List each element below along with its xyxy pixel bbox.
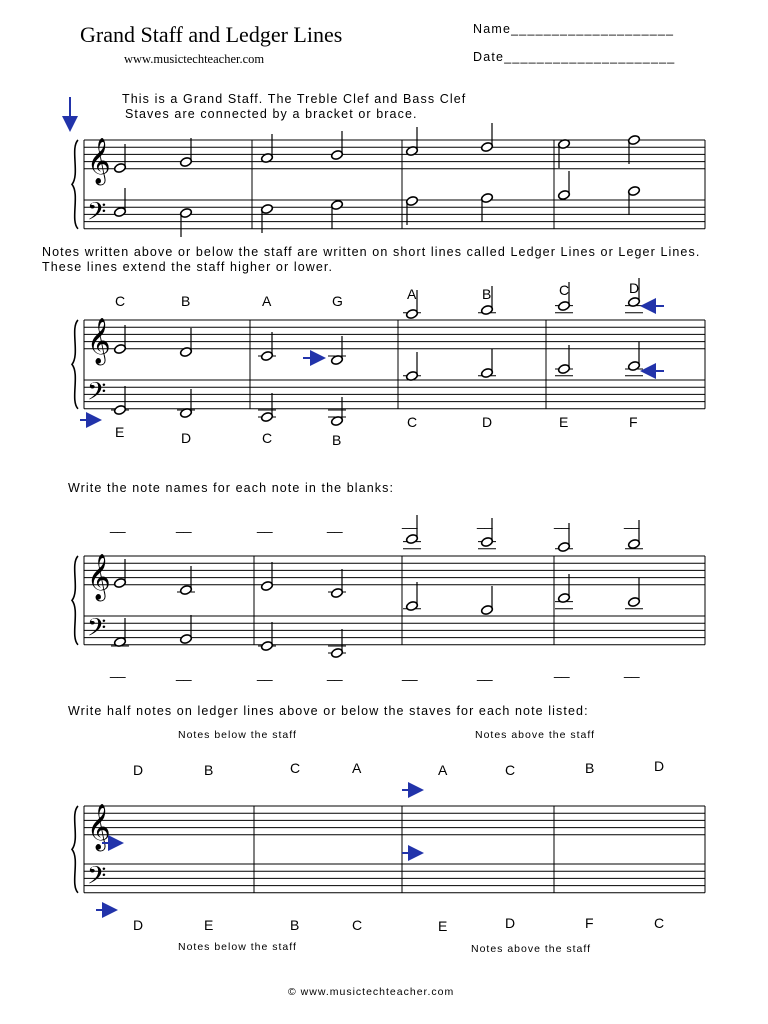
answer-blank-top: __ xyxy=(554,513,570,529)
note-label-bottom: D xyxy=(482,414,493,430)
note-label-bottom: E xyxy=(438,918,448,934)
note-label-bottom: E xyxy=(559,414,569,430)
grand-staff-brace xyxy=(72,320,78,409)
note-label-top: C xyxy=(559,282,570,298)
bass-clef-icon: 𝄢 xyxy=(87,861,107,897)
answer-blank-top: __ xyxy=(402,513,418,529)
bass-clef-icon: 𝄢 xyxy=(87,197,107,233)
answer-blank-bottom: __ xyxy=(477,665,493,681)
answer-blank-bottom: __ xyxy=(624,662,640,678)
note-label-top: A xyxy=(262,293,272,309)
date-field[interactable]: Date_____________________ xyxy=(473,50,676,64)
note-label-bottom: D xyxy=(505,915,516,931)
answer-blank-bottom: __ xyxy=(257,665,273,681)
note-label-bottom: C xyxy=(654,915,665,931)
caption-notes-above-top: Notes above the staff xyxy=(475,729,596,741)
intro-line-1: This is a Grand Staff. The Treble Clef and Bass Clef xyxy=(122,92,467,106)
treble-clef-icon: 𝄞 xyxy=(87,317,111,364)
note-label-bottom: F xyxy=(585,915,594,931)
answer-blank-top: __ xyxy=(327,517,343,533)
note-label-top: A xyxy=(438,762,448,778)
caption-notes-above-bottom: Notes above the staff xyxy=(471,943,592,955)
note-label-top: B xyxy=(482,286,492,302)
note-label-bottom: D xyxy=(181,430,192,446)
answer-blank-bottom: __ xyxy=(176,665,192,681)
note-label-top: B xyxy=(585,760,595,776)
answer-blank-bottom: __ xyxy=(110,662,126,678)
caption-notes-below-bottom: Notes below the staff xyxy=(178,941,297,953)
footer-copyright: © www.musictechteacher.com xyxy=(288,986,455,998)
intro-line-2: Staves are connected by a bracket or brace. xyxy=(125,107,418,121)
note-label-top: G xyxy=(332,293,343,309)
note-label-top: C xyxy=(505,762,516,778)
note-label-top: C xyxy=(115,293,126,309)
answer-blank-top: __ xyxy=(257,517,273,533)
note-label-bottom: B xyxy=(332,432,342,448)
bass-clef-icon: 𝄢 xyxy=(87,613,107,649)
answer-blank-bottom: __ xyxy=(402,665,418,681)
ledger-lines-explanation: Notes written above or below the staff are written on short lines called Ledger Lines or Leger Lines. These lines extend the staff higher or lower. xyxy=(42,245,701,274)
grand-staff-brace xyxy=(72,806,78,893)
note-label-bottom: C xyxy=(262,430,273,446)
note-label-bottom: B xyxy=(290,917,300,933)
note-label-top: D xyxy=(133,762,144,778)
treble-clef-icon: 𝄞 xyxy=(87,803,111,850)
site-url: www.musictechteacher.com xyxy=(124,52,265,66)
grand-staff-brace xyxy=(72,556,78,645)
answer-blank-top: __ xyxy=(477,513,493,529)
answer-blank-bottom: __ xyxy=(327,665,343,681)
answer-blank-bottom: __ xyxy=(554,662,570,678)
note-label-top: A xyxy=(352,760,362,776)
note-label-bottom: C xyxy=(407,414,418,430)
answer-blank-top: __ xyxy=(624,513,640,529)
bass-clef-icon: 𝄢 xyxy=(87,377,107,413)
note-label-bottom: C xyxy=(352,917,363,933)
note-label-bottom: D xyxy=(133,917,144,933)
note-label-top: D xyxy=(654,758,665,774)
answer-blank-top: __ xyxy=(176,517,192,533)
note-label-top: A xyxy=(407,286,417,302)
grand-staff-brace xyxy=(72,140,78,229)
page-title: Grand Staff and Ledger Lines xyxy=(80,22,343,47)
treble-clef-icon: 𝄞 xyxy=(87,137,111,184)
caption-notes-below-top: Notes below the staff xyxy=(178,729,297,741)
answer-blank-top: __ xyxy=(110,517,126,533)
note-label-bottom: F xyxy=(629,414,638,430)
instruction-write-notes: Write half notes on ledger lines above or below the staves for each note listed: xyxy=(68,704,589,718)
name-field[interactable]: Name____________________ xyxy=(473,22,675,36)
treble-clef-icon: 𝄞 xyxy=(87,553,111,600)
note-label-bottom: E xyxy=(204,917,214,933)
note-label-top: B xyxy=(181,293,191,309)
note-label-top: C xyxy=(290,760,301,776)
note-label-top: D xyxy=(629,280,640,296)
instruction-note-names: Write the note names for each note in the blanks: xyxy=(68,481,395,495)
note-label-top: B xyxy=(204,762,214,778)
note-label-bottom: E xyxy=(115,424,125,440)
